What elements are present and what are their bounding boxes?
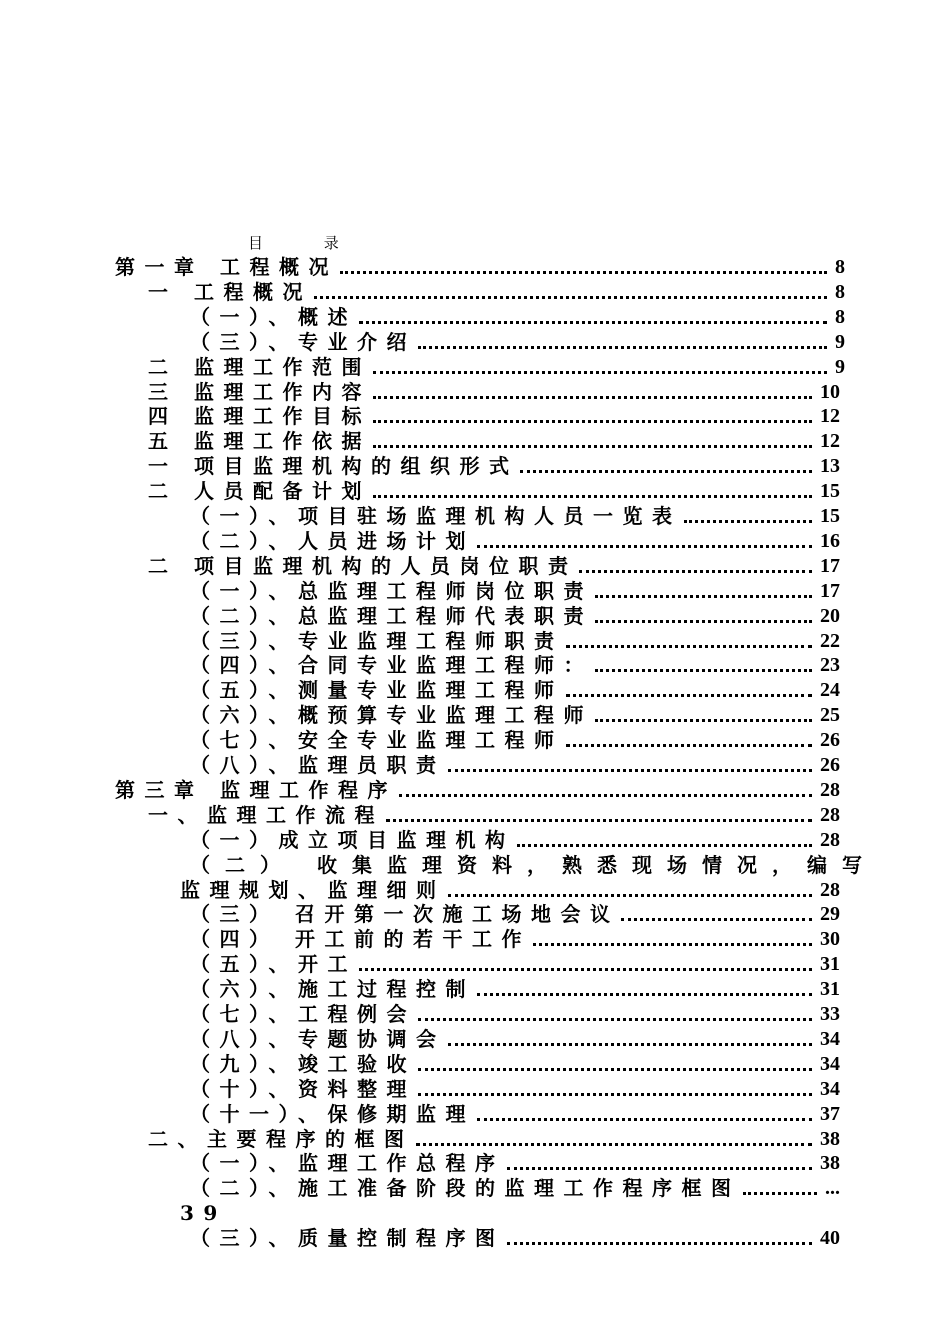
toc-entry-label: （一）、总监理工程师岗位职责 xyxy=(190,578,593,603)
dot-leader xyxy=(399,794,812,797)
dot-leader xyxy=(340,271,827,274)
dot-leader xyxy=(595,669,812,672)
toc-entry-label: （三）、专业监理工程师职责 xyxy=(190,628,564,653)
dot-leader xyxy=(684,520,813,523)
toc-entry[interactable] xyxy=(190,1027,840,1051)
toc-entry-label: 二 项目监理机构的人员岗位职责 xyxy=(148,553,578,578)
dot-leader xyxy=(621,918,812,921)
toc-entry-label: （二）、人员进场计划 xyxy=(190,528,475,553)
toc-entry[interactable] xyxy=(190,1077,840,1101)
toc-entry-label: （五）、测量专业监理工程师 xyxy=(190,678,564,703)
dot-leader xyxy=(566,645,813,648)
toc-entry[interactable] xyxy=(148,554,840,578)
toc-entry-page-number: 38 xyxy=(820,1127,840,1150)
toc-entry[interactable] xyxy=(148,280,845,304)
dot-leader xyxy=(418,1068,812,1071)
toc-entry[interactable] xyxy=(180,878,840,902)
toc-entry[interactable] xyxy=(190,604,840,628)
toc-entry[interactable] xyxy=(190,529,840,553)
dot-leader xyxy=(566,694,813,697)
toc-entry-label: （十一）、保修期监理 xyxy=(190,1101,475,1126)
toc-entry-label: 一 项目监理机构的组织形式 xyxy=(148,454,519,479)
dot-leader xyxy=(373,445,812,448)
toc-entry-label: （一）、监理工作总程序 xyxy=(190,1151,505,1176)
toc-entry[interactable] xyxy=(190,753,840,777)
toc-entry-page-number: 12 xyxy=(820,430,840,453)
toc-entry-label: （八）、监理员职责 xyxy=(190,753,446,777)
toc-entry-label: （一）成立项目监理机构 xyxy=(190,827,515,852)
toc-entry-label: 一 工程概况 xyxy=(148,279,312,304)
toc-entry-page-number: 38 xyxy=(820,1152,840,1175)
toc-entry-label: （七）、安全专业监理工程师 xyxy=(190,728,564,753)
toc-entry-label: （四）、合同专业监理工程师： xyxy=(190,653,593,678)
toc-entry-page-number: 26 xyxy=(820,754,840,776)
toc-entry-page-number: 16 xyxy=(820,529,840,552)
dot-leader xyxy=(477,1118,812,1121)
toc-entry-label: 三 监理工作内容 xyxy=(148,379,371,404)
toc-entry-label: （一）、概述 xyxy=(190,304,357,329)
toc-entry-label: （十）、资料整理 xyxy=(190,1076,416,1101)
toc-entry-page-number: 40 xyxy=(820,1227,840,1250)
dot-leader xyxy=(314,296,827,299)
dot-leader xyxy=(359,321,827,324)
toc-entry-page-number: 9 xyxy=(835,330,845,353)
toc-entry[interactable] xyxy=(190,728,840,752)
toc-entry-label: 二 人员配备计划 xyxy=(148,479,371,504)
dot-leader xyxy=(520,470,812,473)
toc-entry[interactable] xyxy=(190,1102,840,1126)
dot-leader xyxy=(566,744,813,747)
toc-entry-label: 第一章 工程概况 xyxy=(115,255,338,279)
dot-leader xyxy=(448,769,813,772)
dot-leader xyxy=(448,1043,813,1046)
toc-entry-page-number: 33 xyxy=(820,1003,840,1025)
toc-entry-label: （五）、开工 xyxy=(190,952,357,977)
toc-entry-page-number: 22 xyxy=(820,629,840,652)
dot-leader xyxy=(595,620,812,623)
toc-entry[interactable] xyxy=(148,355,845,379)
dot-leader xyxy=(373,371,827,374)
dot-leader xyxy=(448,894,813,897)
toc-entry-page-number: 37 xyxy=(820,1102,840,1125)
toc-entry-page-number: 24 xyxy=(820,679,840,702)
toc-entry-label: （二）、总监理工程师代表职责 xyxy=(190,603,593,628)
toc-entry-page-number: 28 xyxy=(820,778,840,801)
toc-entry[interactable] xyxy=(148,454,840,478)
dot-leader xyxy=(477,993,812,996)
toc-entry-page-number: 31 xyxy=(820,953,840,976)
dot-leader xyxy=(373,495,812,498)
dot-leader xyxy=(418,1093,812,1096)
dot-leader xyxy=(595,719,812,722)
toc-entry-page-number: 34 xyxy=(820,1027,840,1050)
toc-entry[interactable] xyxy=(190,828,840,852)
toc-entry-label: （六）、施工过程控制 xyxy=(190,977,475,1002)
dot-leader xyxy=(507,1242,813,1245)
toc-entry[interactable] xyxy=(190,330,845,354)
toc-heading: 目 录 xyxy=(248,234,367,252)
toc-entry[interactable] xyxy=(190,629,840,653)
toc-entry-page-number: 15 xyxy=(820,480,840,503)
toc-entry-label: （一）、项目驻场监理机构人员一览表 xyxy=(190,504,682,528)
toc-entry[interactable] xyxy=(148,803,840,827)
toc-entry-page-number: 10 xyxy=(820,380,840,403)
toc-entry-label: 第三章 监理工作程序 xyxy=(115,777,397,802)
toc-entry-page-number: 23 xyxy=(820,654,840,677)
toc-entry[interactable] xyxy=(148,380,840,404)
toc-entry-label: （三） 召开第一次施工场地会议 xyxy=(190,902,620,927)
toc-entry[interactable] xyxy=(190,1002,840,1026)
toc-entry-page-number: 31 xyxy=(820,978,840,1001)
toc-entry-page-number: 34 xyxy=(820,1052,840,1075)
toc-entry[interactable] xyxy=(148,404,840,428)
toc-entry-label: 一、监理工作流程 xyxy=(148,802,384,827)
toc-entry-page-number: 17 xyxy=(820,579,840,602)
toc-entry[interactable] xyxy=(190,902,840,926)
toc-entry[interactable] xyxy=(190,1052,840,1076)
toc-entry-label: （七）、工程例会 xyxy=(190,1002,416,1026)
toc-entry[interactable] xyxy=(190,653,840,677)
toc-entry-page-number: 28 xyxy=(820,803,840,826)
toc-entry-label: 二 监理工作范围 xyxy=(148,354,371,379)
dot-leader xyxy=(477,545,812,548)
toc-entry[interactable] xyxy=(190,579,840,603)
toc-entry-label: （九）、竣工验收 xyxy=(190,1051,416,1076)
toc-entry[interactable] xyxy=(190,1226,840,1250)
toc-entry-continuation: （二） 收集监理资料，熟悉现场情况，编写 xyxy=(190,852,877,877)
toc-entry[interactable] xyxy=(190,1176,840,1200)
toc-entry[interactable] xyxy=(190,927,840,951)
dot-leader xyxy=(533,943,812,946)
dot-leader xyxy=(517,844,813,847)
dot-leader xyxy=(418,1018,812,1021)
dot-leader xyxy=(386,819,812,822)
toc-entry-page-number: 28 xyxy=(820,878,840,901)
toc-entry[interactable] xyxy=(148,429,840,453)
toc-entry-page-number: 20 xyxy=(820,604,840,627)
dot-leader xyxy=(418,346,827,349)
toc-entry[interactable] xyxy=(190,952,840,976)
toc-entry-label: （三）、质量控制程序图 xyxy=(190,1226,505,1251)
dot-leader xyxy=(579,570,812,573)
toc-entry-label: （二）、施工准备阶段的监理工作程序框图 xyxy=(190,1176,741,1201)
dot-leader xyxy=(416,1143,813,1146)
toc-entry-label: 五 监理工作依据 xyxy=(148,429,371,454)
toc-entry-label: 四 监理工作目标 xyxy=(148,404,371,429)
toc-entry-page-number: 29 xyxy=(820,903,840,926)
dot-leader xyxy=(373,420,812,423)
toc-entry[interactable] xyxy=(115,255,845,279)
toc-entry[interactable] xyxy=(190,703,840,727)
toc-entry[interactable] xyxy=(190,504,840,528)
dot-leader xyxy=(507,1167,813,1170)
toc-entry-page-number: 25 xyxy=(820,704,840,727)
toc-entry[interactable] xyxy=(148,1127,840,1151)
toc-entry-page-number: ... xyxy=(825,1177,840,1200)
toc-entry-page-number: 17 xyxy=(820,554,840,577)
toc-entry-page-number: 8 xyxy=(835,305,845,328)
toc-entry-continuation: 39 xyxy=(180,1201,227,1226)
toc-entry-page-number: 8 xyxy=(835,256,845,278)
dot-leader xyxy=(373,396,812,399)
toc-entry[interactable] xyxy=(190,1151,840,1175)
toc-entry-page-number: 9 xyxy=(835,355,845,378)
dot-leader xyxy=(595,595,812,598)
toc-entry-page-number: 13 xyxy=(820,455,840,478)
toc-entry-page-number: 34 xyxy=(820,1077,840,1100)
dot-leader xyxy=(743,1192,818,1195)
toc-entry-page-number: 30 xyxy=(820,928,840,951)
toc-entry[interactable] xyxy=(190,977,840,1001)
toc-entry-page-number: 28 xyxy=(820,828,840,851)
toc-entry-page-number: 8 xyxy=(835,280,845,303)
toc-entry-label: （八）、专题协调会 xyxy=(190,1026,446,1051)
toc-entry-label: 监理规划、监理细则 xyxy=(180,877,446,902)
toc-entry-page-number: 12 xyxy=(820,405,840,428)
toc-entry-page-number: 26 xyxy=(820,729,840,752)
toc-entry-label: （四） 开工前的若干工作 xyxy=(190,927,531,952)
toc-entry-page-number: 15 xyxy=(820,505,840,527)
dot-leader xyxy=(359,968,812,971)
toc-entry[interactable] xyxy=(115,778,840,802)
toc-entry[interactable] xyxy=(190,305,845,329)
toc-entry[interactable] xyxy=(148,479,840,503)
toc-entry-label: 二、主要程序的框图 xyxy=(148,1126,414,1151)
toc-entry-label: （六）、概预算专业监理工程师 xyxy=(190,703,593,728)
toc-entry[interactable] xyxy=(190,678,840,702)
toc-entry-label: （三）、专业介绍 xyxy=(190,329,416,354)
